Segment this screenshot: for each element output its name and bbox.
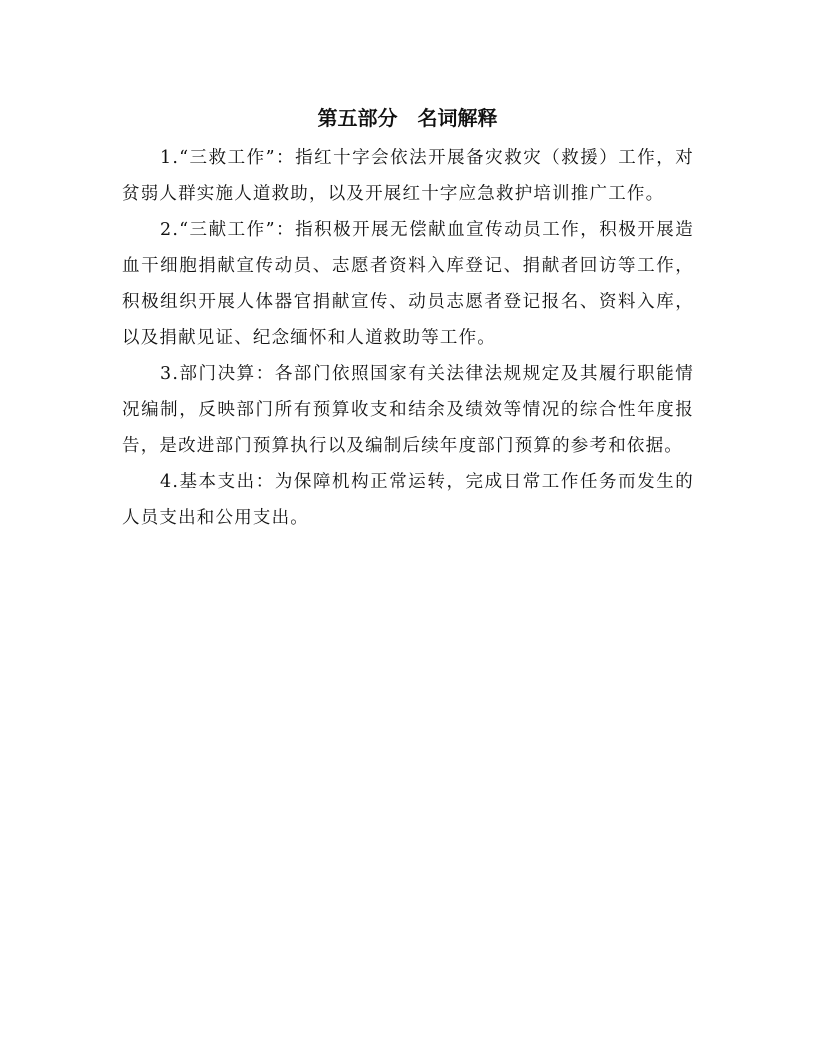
definition-paragraph-2: 2.“三献工作”：指积极开展无偿献血宣传动员工作，积极开展造血干细胞捐献宣传动员、志愿者资料入库登记、捐献者回访等工作，积极组织开展人体器官捐献宣传、动员志愿者登记报名、资料入库，以及捐献见证、纪念缅怀和人道救助等工作。 <box>122 220 694 348</box>
definition-paragraph-4: 4.基本支出：为保障机构正常运转，完成日常工作任务而发生的人员支出和公用支出。 <box>122 472 694 528</box>
document-body <box>122 140 694 536</box>
section-title: 第五部分 名词解释 <box>317 106 498 130</box>
definition-paragraph-3: 3.部门决算：各部门依照国家有关法律法规规定及其履行职能情况编制，反映部门所有预算收支和结余及绩效等情况的综合性年度报告，是改进部门预算执行以及编制后续年度部门预算的参考和依据。 <box>122 364 694 456</box>
definition-paragraph-1: 1.“三救工作”：指红十字会依法开展备灾救灾（救援）工作，对贫弱人群实施人道救助，以及开展红十字应急救护培训推广工作。 <box>122 148 694 204</box>
